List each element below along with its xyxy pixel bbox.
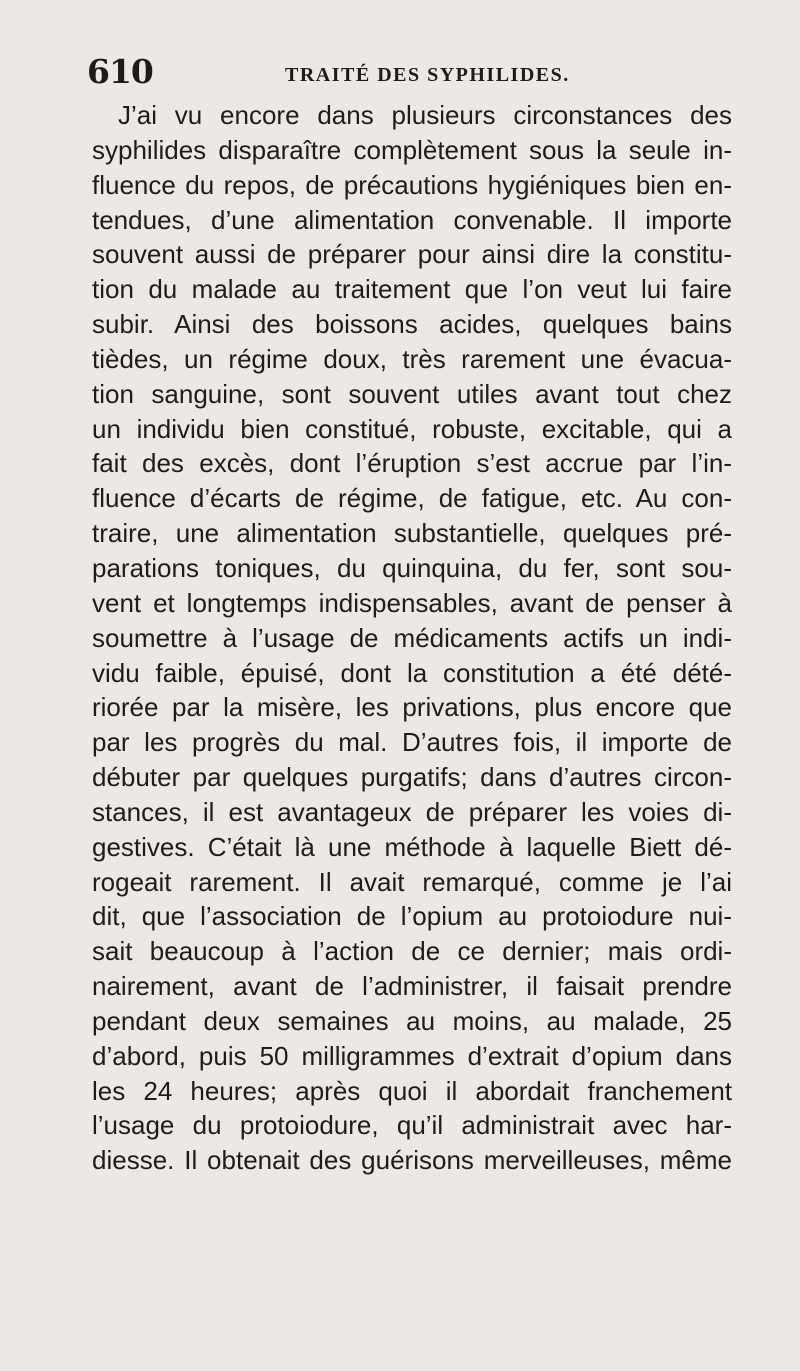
text-line: débuter par quelques purgatifs; dans d’autres circon- bbox=[92, 762, 732, 793]
text-line: les 24 heures; après quoi il abordait franchement bbox=[92, 1075, 732, 1106]
text-line: d’abord, puis 50 milligrammes d’extrait d’opium dans bbox=[92, 1040, 732, 1071]
text-line: pendant deux semaines au moins, au malade, 25 bbox=[92, 1005, 732, 1036]
text-line: traire, une alimentation substantielle, quelques pré- bbox=[92, 518, 732, 549]
text-line: sait beaucoup à l’action de ce dernier; mais ordi- bbox=[92, 936, 732, 967]
text-line: gestives. C’était là une méthode à laquelle Biett dé- bbox=[92, 831, 732, 862]
text-line: fait des excès, dont l’éruption s’est accrue par l’in- bbox=[92, 448, 732, 479]
text-line: stances, il est avantageux de préparer les voies di- bbox=[92, 796, 732, 827]
text-line: rogeait rarement. Il avait remarqué, comme je l’ai bbox=[92, 866, 732, 897]
text-line: nairement, avant de l’administrer, il faisait prendre bbox=[92, 971, 732, 1002]
body-paragraph bbox=[92, 98, 732, 1178]
page-header bbox=[87, 52, 727, 92]
text-line: tièdes, un régime doux, très rarement une évacua- bbox=[92, 343, 732, 374]
text-line: fluence d’écarts de régime, de fatigue, etc. Au con- bbox=[92, 483, 732, 514]
text-line: par les progrès du mal. D’autres fois, il importe de bbox=[92, 727, 732, 758]
text-line: l’usage du protoiodure, qu’il administrait avec har- bbox=[92, 1110, 732, 1141]
text-line: un individu bien constitué, robuste, excitable, qui a bbox=[92, 413, 732, 444]
text-line: diesse. Il obtenait des guérisons merveilleuses, même bbox=[92, 1145, 732, 1176]
text-line: parations toniques, du quinquina, du fer, sont sou- bbox=[92, 552, 732, 583]
text-line: J’ai vu encore dans plusieurs circonstances des bbox=[118, 100, 732, 130]
text-line: souvent aussi de préparer pour ainsi dire la constitu- bbox=[92, 239, 732, 270]
text-line: dit, que l’association de l’opium au protoiodure nui- bbox=[92, 901, 732, 932]
text-line: tendues, d’une alimentation convenable. Il importe bbox=[92, 204, 732, 235]
text-line: syphilides disparaître complètement sous la seule in- bbox=[92, 134, 732, 165]
running-title: TRAITÉ DES SYPHILIDES. bbox=[285, 64, 570, 86]
text-line: soumettre à l’usage de médicaments actifs un indi- bbox=[92, 622, 732, 653]
page-number: 610 bbox=[87, 52, 153, 91]
text-line: fluence du repos, de précautions hygiéniques bien en- bbox=[92, 169, 732, 200]
text-line: tion du malade au traitement que l’on veut lui faire bbox=[92, 274, 732, 305]
text-line: vidu faible, épuisé, dont la constitution a été dété- bbox=[92, 657, 732, 688]
text-line: vent et longtemps indispensables, avant de penser à bbox=[92, 587, 732, 618]
text-line: subir. Ainsi des boissons acides, quelques bains bbox=[92, 309, 732, 340]
text-line: riorée par la misère, les privations, plus encore que bbox=[92, 692, 732, 723]
text-line: tion sanguine, sont souvent utiles avant tout chez bbox=[92, 378, 732, 409]
